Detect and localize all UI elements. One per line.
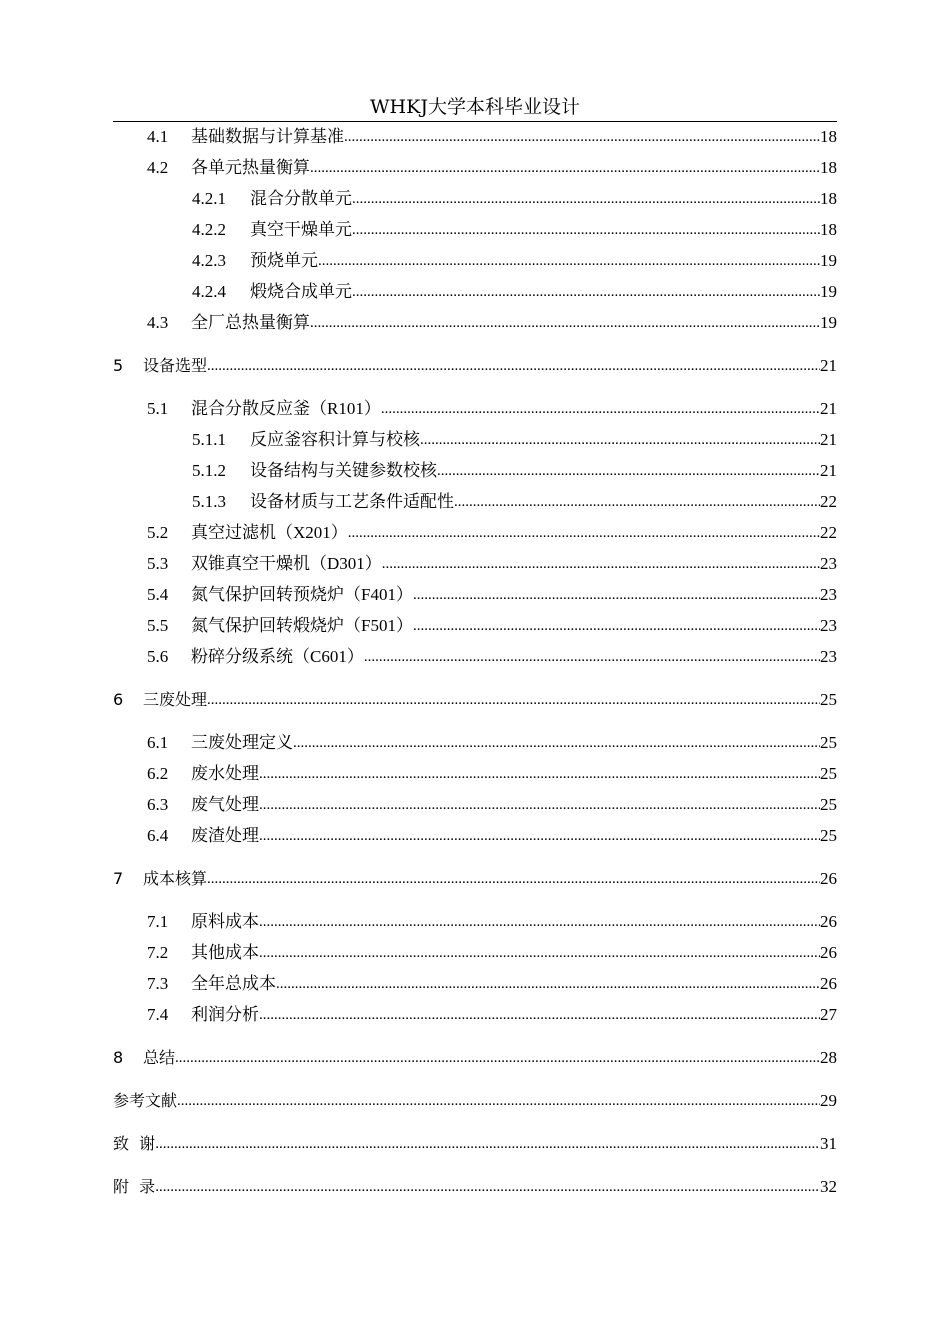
toc-entry[interactable] bbox=[113, 1042, 837, 1068]
toc-dot-leader bbox=[259, 912, 820, 932]
toc-entry-number: 5.3 bbox=[147, 554, 169, 573]
toc-entry-page: 25 bbox=[820, 826, 837, 845]
toc-entry-page: 22 bbox=[820, 492, 837, 511]
toc-dot-leader bbox=[207, 869, 820, 889]
toc-entry-page: 23 bbox=[820, 616, 837, 635]
toc-dot-leader bbox=[344, 127, 820, 147]
toc-entry-title: 利润分析 bbox=[191, 1005, 259, 1024]
toc-entry-number: 6.4 bbox=[147, 826, 169, 845]
toc-entry[interactable] bbox=[113, 758, 837, 784]
toc-entry-number: 8 bbox=[113, 1048, 124, 1067]
toc-dot-leader bbox=[259, 943, 820, 963]
toc-entry-number: 7.2 bbox=[147, 943, 169, 962]
toc-entry[interactable] bbox=[113, 350, 837, 376]
toc-entry-page: 25 bbox=[820, 795, 837, 814]
toc-entry-number: 5.1 bbox=[147, 399, 169, 418]
toc-entry[interactable] bbox=[113, 906, 837, 932]
toc-entry-number: 7.1 bbox=[147, 912, 169, 931]
toc-dot-leader bbox=[381, 399, 820, 419]
toc-entry-page: 25 bbox=[820, 733, 837, 752]
toc-entry-title: 附 录 bbox=[113, 1177, 156, 1196]
toc-entry[interactable] bbox=[113, 455, 837, 481]
toc-entry[interactable] bbox=[113, 820, 837, 846]
toc-entry-number: 4.1 bbox=[147, 127, 169, 146]
toc-entry-title: 煅烧合成单元 bbox=[250, 282, 352, 301]
toc-entry-number: 6.1 bbox=[147, 733, 169, 752]
toc-entry-title: 氮气保护回转预烧炉（F401） bbox=[191, 585, 413, 604]
toc-entry-title: 各单元热量衡算 bbox=[191, 158, 310, 177]
toc-dot-leader bbox=[175, 1048, 820, 1068]
toc-entry-title: 反应釜容积计算与校核 bbox=[250, 430, 420, 449]
toc-entry-page: 21 bbox=[820, 399, 837, 418]
toc-entry-title: 全年总成本 bbox=[191, 974, 276, 993]
toc-dot-leader bbox=[207, 690, 820, 710]
toc-entry-title: 废渣处理 bbox=[191, 826, 259, 845]
toc-entry-number: 4.3 bbox=[147, 313, 169, 332]
toc-entry[interactable] bbox=[113, 999, 837, 1025]
toc-dot-leader bbox=[413, 585, 820, 605]
toc-dot-leader bbox=[413, 616, 820, 636]
toc-entry[interactable] bbox=[113, 1085, 837, 1111]
toc-entry-page: 27 bbox=[820, 1005, 837, 1024]
toc-entry-page: 31 bbox=[820, 1134, 837, 1153]
toc-entry-page: 18 bbox=[820, 220, 837, 239]
toc-entry-title: 真空过滤机（X201） bbox=[191, 523, 348, 542]
toc-dot-leader bbox=[259, 795, 820, 815]
toc-entry-number: 5.2 bbox=[147, 523, 169, 542]
toc-entry-page: 32 bbox=[820, 1177, 837, 1196]
toc-entry-page: 29 bbox=[820, 1091, 837, 1110]
toc-entry-number: 7 bbox=[113, 869, 124, 888]
toc-entry[interactable] bbox=[113, 579, 837, 605]
toc-dot-leader bbox=[420, 430, 820, 450]
toc-entry-title: 双锥真空干燥机（D301） bbox=[191, 554, 382, 573]
toc-dot-leader bbox=[259, 826, 820, 846]
toc-entry-number: 5 bbox=[113, 356, 124, 375]
toc-dot-leader bbox=[155, 1134, 820, 1154]
toc-entry[interactable] bbox=[113, 968, 837, 994]
toc-dot-leader bbox=[310, 313, 820, 333]
toc-dot-leader bbox=[437, 461, 820, 481]
toc-entry-number: 4.2.4 bbox=[192, 282, 226, 301]
toc-dot-leader bbox=[276, 974, 820, 994]
toc-entry-title: 预烧单元 bbox=[250, 251, 318, 270]
toc-entry-title: 基础数据与计算基准 bbox=[191, 127, 344, 146]
toc-entry[interactable] bbox=[113, 152, 837, 178]
toc-dot-leader bbox=[310, 158, 820, 178]
toc-entry[interactable] bbox=[113, 610, 837, 636]
toc-dot-leader bbox=[259, 764, 820, 784]
toc-entry[interactable] bbox=[113, 937, 837, 963]
toc-entry-title: 设备结构与关键参数校核 bbox=[250, 461, 437, 480]
toc-entry-page: 18 bbox=[820, 189, 837, 208]
toc-entry-title: 废气处理 bbox=[191, 795, 259, 814]
toc-entry[interactable] bbox=[113, 517, 837, 543]
toc-dot-leader bbox=[318, 251, 820, 271]
toc-entry-title: 其他成本 bbox=[191, 943, 259, 962]
toc-entry-page: 19 bbox=[820, 313, 837, 332]
header-title: WHKJ大学本科毕业设计 bbox=[370, 96, 580, 118]
toc-entry-title: 参考文献 bbox=[113, 1091, 178, 1110]
toc-entry-number: 5.5 bbox=[147, 616, 169, 635]
toc-entry-title: 粉碎分级系统（C601） bbox=[191, 647, 364, 666]
toc-entry-number: 4.2.2 bbox=[192, 220, 226, 239]
toc-entry-title: 致 谢 bbox=[113, 1134, 156, 1153]
toc-entry-page: 18 bbox=[820, 158, 837, 177]
toc-entry-title: 设备材质与工艺条件适配性 bbox=[250, 492, 454, 511]
toc-entry-number: 5.1.3 bbox=[192, 492, 226, 511]
toc-entry-page: 25 bbox=[820, 764, 837, 783]
toc-entry[interactable] bbox=[113, 424, 837, 450]
toc-dot-leader bbox=[352, 189, 820, 209]
toc-entry-page: 26 bbox=[820, 912, 837, 931]
toc-entry-title: 混合分散单元 bbox=[250, 189, 352, 208]
toc-entry-page: 23 bbox=[820, 585, 837, 604]
toc-entry-title: 原料成本 bbox=[191, 912, 259, 931]
toc-entry[interactable] bbox=[113, 548, 837, 574]
toc-entry[interactable] bbox=[113, 641, 837, 667]
toc-entry-number: 6.2 bbox=[147, 764, 169, 783]
toc-entry-number: 4.2 bbox=[147, 158, 169, 177]
toc-dot-leader bbox=[177, 1091, 820, 1111]
toc-entry-page: 18 bbox=[820, 127, 837, 146]
toc-entry-number: 5.6 bbox=[147, 647, 169, 666]
toc-entry[interactable] bbox=[113, 121, 837, 147]
toc-entry-title: 三废处理 bbox=[143, 690, 208, 709]
toc-entry-title: 真空干燥单元 bbox=[250, 220, 352, 239]
toc-entry-number: 7.3 bbox=[147, 974, 169, 993]
toc-dot-leader bbox=[259, 1005, 820, 1025]
toc-entry-page: 26 bbox=[820, 943, 837, 962]
toc-entry-number: 6 bbox=[113, 690, 124, 709]
toc-entry-number: 6.3 bbox=[147, 795, 169, 814]
toc-entry-number: 5.1.2 bbox=[192, 461, 226, 480]
toc-dot-leader bbox=[352, 220, 820, 240]
toc-entry-title: 三废处理定义 bbox=[191, 733, 293, 752]
toc-entry[interactable] bbox=[113, 276, 837, 302]
toc-entry-title: 设备选型 bbox=[143, 356, 208, 375]
toc-entry-title: 成本核算 bbox=[143, 869, 208, 888]
toc-entry[interactable] bbox=[113, 789, 837, 815]
toc-entry[interactable] bbox=[113, 393, 837, 419]
toc-entry[interactable] bbox=[113, 183, 837, 209]
toc-entry[interactable] bbox=[113, 684, 837, 710]
toc-entry-number: 4.2.3 bbox=[192, 251, 226, 270]
toc-entry[interactable] bbox=[113, 245, 837, 271]
toc-dot-leader bbox=[382, 554, 820, 574]
toc-dot-leader bbox=[293, 733, 820, 753]
toc-entry-number: 4.2.1 bbox=[192, 189, 226, 208]
toc-entry-page: 26 bbox=[820, 869, 837, 888]
toc-entry[interactable] bbox=[113, 1171, 837, 1197]
toc-entry-title: 废水处理 bbox=[191, 764, 259, 783]
toc-entry[interactable] bbox=[113, 1128, 837, 1154]
toc-entry-number: 5.4 bbox=[147, 585, 169, 604]
toc-entry-page: 26 bbox=[820, 974, 837, 993]
toc-entry[interactable] bbox=[113, 486, 837, 512]
toc-entry-title: 氮气保护回转煅烧炉（F501） bbox=[191, 616, 413, 635]
toc-entry[interactable] bbox=[113, 863, 837, 889]
toc-entry-number: 5.1.1 bbox=[192, 430, 226, 449]
toc-entry-page: 28 bbox=[820, 1048, 837, 1067]
toc-dot-leader bbox=[207, 356, 820, 376]
toc-entry-page: 21 bbox=[820, 430, 837, 449]
page-header bbox=[113, 93, 837, 122]
toc-entry[interactable] bbox=[113, 214, 837, 240]
toc-entry-title: 混合分散反应釜（R101） bbox=[191, 399, 381, 418]
toc-dot-leader bbox=[364, 647, 820, 667]
toc-entry-number: 7.4 bbox=[147, 1005, 169, 1024]
toc-entry-page: 25 bbox=[820, 690, 837, 709]
toc-dot-leader bbox=[454, 492, 820, 512]
toc-entry-page: 19 bbox=[820, 251, 837, 270]
toc-dot-leader bbox=[352, 282, 820, 302]
toc-dot-leader bbox=[348, 523, 820, 543]
toc-dot-leader bbox=[155, 1177, 820, 1197]
toc-entry-page: 19 bbox=[820, 282, 837, 301]
toc-entry-page: 22 bbox=[820, 523, 837, 542]
toc-entry-page: 23 bbox=[820, 554, 837, 573]
toc-entry-page: 21 bbox=[820, 356, 837, 375]
toc-entry[interactable] bbox=[113, 307, 837, 333]
toc-entry-page: 21 bbox=[820, 461, 837, 480]
toc-entry-title: 全厂总热量衡算 bbox=[191, 313, 310, 332]
toc-entry-title: 总结 bbox=[143, 1048, 176, 1067]
toc-entry[interactable] bbox=[113, 727, 837, 753]
toc-entry-page: 23 bbox=[820, 647, 837, 666]
